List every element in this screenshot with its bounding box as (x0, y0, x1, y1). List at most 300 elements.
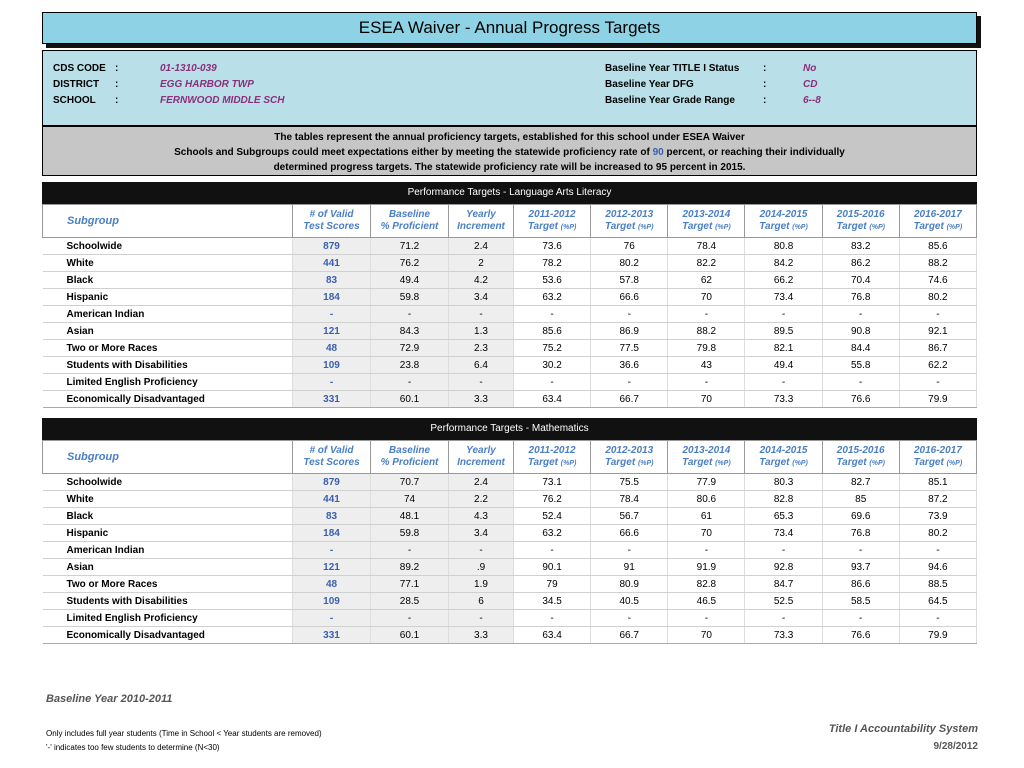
target-cell: - (514, 542, 591, 559)
subgroup-name: Hispanic (43, 525, 293, 542)
table-row (43, 238, 977, 255)
target-year: 2012-2013 (605, 208, 654, 220)
table-row (43, 593, 977, 610)
target-cell: 75.2 (514, 340, 591, 357)
target-cell: 66.6 (591, 525, 668, 542)
notice-line-2 (43, 145, 976, 160)
report-title: ESEA Waiver - Annual Progress Targets (42, 12, 977, 44)
target-cell: 79 (514, 576, 591, 593)
valid-scores-cell: 331 (293, 391, 371, 408)
table-row (43, 340, 977, 357)
subgroup-name: Students with Disabilities (43, 593, 293, 610)
table-row (43, 306, 977, 323)
baseline-cell: 71.2 (371, 238, 449, 255)
baseline-header-line1: Baseline (388, 445, 431, 456)
valid-scores-cell: 121 (293, 559, 371, 576)
table-row (43, 374, 977, 391)
target-cell: - (745, 542, 822, 559)
target-cell: 63.4 (514, 391, 591, 408)
target-cell: 64.5 (899, 593, 976, 610)
subgroup-name: Economically Disadvantaged (43, 391, 293, 408)
target-cell: - (822, 542, 899, 559)
target-cell: - (822, 306, 899, 323)
valid-scores-cell: 879 (293, 474, 371, 491)
target-word: Target (759, 220, 793, 232)
target-cell: 40.5 (591, 593, 668, 610)
increment-cell: - (449, 374, 514, 391)
valid-scores-header-line2: Test Scores (303, 457, 360, 468)
target-cell: 61 (668, 508, 745, 525)
target-cell: 76.2 (514, 491, 591, 508)
baseline-cell: - (371, 542, 449, 559)
target-cell: 76.8 (822, 525, 899, 542)
valid-scores-cell: - (293, 542, 371, 559)
target-year-header (591, 205, 668, 238)
yearly-increment-header-line2: Increment (457, 221, 505, 232)
target-cell: 53.6 (514, 272, 591, 289)
statewide-rate: 90 (652, 147, 664, 158)
colon: : (763, 62, 767, 74)
target-cell: 70 (668, 391, 745, 408)
lal-header (43, 205, 977, 238)
target-cell: - (822, 374, 899, 391)
target-cell: 78.4 (591, 491, 668, 508)
baseline-cell: 23.8 (371, 357, 449, 374)
target-cell: 92.1 (899, 323, 976, 340)
increment-cell: 2.2 (449, 491, 514, 508)
target-cell: - (668, 542, 745, 559)
subgroup-name: Asian (43, 559, 293, 576)
target-word: Target (604, 220, 638, 232)
target-cell: 78.4 (668, 238, 745, 255)
target-cell: 90.1 (514, 559, 591, 576)
baseline-cell: 60.1 (371, 627, 449, 644)
target-year: 2016-2017 (913, 208, 962, 220)
subgroup-header: Subgroup (43, 205, 293, 238)
target-cell: 84.2 (745, 255, 822, 272)
target-year-header (822, 441, 899, 474)
target-year: 2015-2016 (836, 444, 885, 456)
system-name: Title I Accountability System (828, 723, 978, 735)
valid-scores-cell: 184 (293, 289, 371, 306)
target-cell: 80.6 (668, 491, 745, 508)
grade-range-label: Baseline Year Grade Range (605, 94, 735, 106)
target-cell: 80.2 (899, 525, 976, 542)
target-cell: - (822, 610, 899, 627)
baseline-cell: 59.8 (371, 289, 449, 306)
target-cell: 73.6 (514, 238, 591, 255)
increment-cell: - (449, 610, 514, 627)
dfg-row (605, 77, 817, 91)
colon: : (763, 78, 767, 90)
baseline-cell: 60.1 (371, 391, 449, 408)
cds-code-row (53, 61, 217, 75)
target-label (591, 457, 667, 470)
valid-scores-cell: 441 (293, 491, 371, 508)
baseline-cell: 70.7 (371, 474, 449, 491)
valid-scores-header-line1: # of Valid (309, 209, 354, 220)
target-cell: - (514, 610, 591, 627)
table-row (43, 391, 977, 408)
target-year: 2011-2012 (528, 208, 576, 220)
baseline-cell: - (371, 374, 449, 391)
target-cell: 82.1 (745, 340, 822, 357)
subgroup-name: American Indian (43, 306, 293, 323)
target-cell: 77.5 (591, 340, 668, 357)
target-cell: 73.4 (745, 289, 822, 306)
target-word: Target (836, 220, 870, 232)
increment-cell: 3.4 (449, 289, 514, 306)
table-row (43, 255, 977, 272)
pct-unit: (%P) (946, 223, 963, 231)
notice-line-3: determined progress targets. The statewide proficiency rate will be increased to 95 percent in 2015. (273, 162, 746, 173)
target-cell: 34.5 (514, 593, 591, 610)
target-label (745, 221, 821, 234)
target-cell: - (899, 374, 976, 391)
target-cell: 65.3 (745, 508, 822, 525)
target-cell: 66.2 (745, 272, 822, 289)
target-cell: - (899, 542, 976, 559)
target-year-header (668, 441, 745, 474)
target-cell: 56.7 (591, 508, 668, 525)
increment-cell: 3.3 (449, 627, 514, 644)
target-cell: - (591, 542, 668, 559)
yearly-increment-header (449, 441, 514, 474)
valid-scores-cell: - (293, 306, 371, 323)
title1-status-label: Baseline Year TITLE I Status (605, 62, 740, 74)
pct-unit: (%P) (792, 459, 808, 467)
pct-unit: (%P) (715, 223, 731, 231)
valid-scores-cell: 184 (293, 525, 371, 542)
valid-scores-header (293, 205, 371, 238)
target-cell: - (899, 610, 976, 627)
target-label (668, 221, 744, 234)
target-cell: 79.9 (899, 627, 976, 644)
target-cell: 57.8 (591, 272, 668, 289)
math-header (43, 441, 977, 474)
lal-table (42, 204, 977, 408)
target-label (514, 457, 590, 470)
target-cell: 43 (668, 357, 745, 374)
target-cell: 82.2 (668, 255, 745, 272)
pct-unit: (%P) (560, 223, 577, 231)
subgroup-name: Black (43, 272, 293, 289)
baseline-cell: 48.1 (371, 508, 449, 525)
target-cell: 30.2 (514, 357, 591, 374)
yearly-increment-header-line1: Yearly (466, 209, 496, 220)
yearly-increment-header (449, 205, 514, 238)
valid-scores-cell: 109 (293, 593, 371, 610)
subgroup-name: Schoolwide (43, 474, 293, 491)
valid-scores-header-line2: Test Scores (303, 221, 360, 232)
baseline-cell: 77.1 (371, 576, 449, 593)
valid-scores-cell: 83 (293, 272, 371, 289)
title1-status-row (605, 61, 816, 75)
baseline-cell: 76.2 (371, 255, 449, 272)
table-row (43, 627, 977, 644)
baseline-header-line2: % Proficient (380, 221, 439, 232)
grade-range-row (605, 93, 821, 107)
increment-cell: 3.3 (449, 391, 514, 408)
target-cell: 85.1 (899, 474, 976, 491)
target-year-header (899, 441, 976, 474)
notice-line-2-post: percent, or reaching their individually (663, 147, 845, 158)
table-row (43, 559, 977, 576)
target-cell: 73.9 (899, 508, 976, 525)
baseline-cell: 49.4 (371, 272, 449, 289)
subgroup-name: Schoolwide (43, 238, 293, 255)
target-cell: - (745, 374, 822, 391)
target-cell: 76.8 (822, 289, 899, 306)
subgroup-name: Hispanic (43, 289, 293, 306)
baseline-header (371, 205, 449, 238)
target-cell: 63.2 (514, 289, 591, 306)
baseline-cell: 84.3 (371, 323, 449, 340)
target-cell: 63.4 (514, 627, 591, 644)
baseline-year: Baseline Year 2010-2011 (46, 693, 173, 705)
target-cell: 80.2 (899, 289, 976, 306)
valid-scores-cell: - (293, 374, 371, 391)
target-cell: 73.4 (745, 525, 822, 542)
target-cell: 49.4 (745, 357, 822, 374)
target-cell: 83.2 (822, 238, 899, 255)
target-cell: - (591, 306, 668, 323)
district-label: DISTRICT (53, 78, 100, 90)
target-cell: 36.6 (591, 357, 668, 374)
target-year-header (745, 205, 822, 238)
increment-cell: 3.4 (449, 525, 514, 542)
table-row (43, 610, 977, 627)
target-cell: 86.6 (822, 576, 899, 593)
school-label: SCHOOL (53, 94, 96, 106)
waiver-notice (42, 126, 977, 176)
pct-unit: (%P) (715, 459, 731, 467)
notice-line-2-pre: Schools and Subgroups could meet expectations either by meeting the statewide proficiency rate of (174, 147, 653, 158)
target-label (900, 457, 976, 470)
target-cell: 86.9 (591, 323, 668, 340)
target-label (745, 457, 821, 470)
target-cell: 84.4 (822, 340, 899, 357)
pct-unit: (%P) (637, 459, 654, 467)
target-cell: 62 (668, 272, 745, 289)
valid-scores-cell: 109 (293, 357, 371, 374)
dfg-label: Baseline Year DFG (605, 78, 694, 90)
lal-table-title: Performance Targets - Language Arts Literacy (42, 182, 977, 204)
baseline-header-line1: Baseline (388, 209, 431, 220)
target-cell: 84.7 (745, 576, 822, 593)
increment-cell: 6.4 (449, 357, 514, 374)
valid-scores-cell: - (293, 610, 371, 627)
target-cell: - (668, 306, 745, 323)
pct-unit: (%P) (560, 459, 577, 467)
target-cell: 58.5 (822, 593, 899, 610)
target-cell: 75.5 (591, 474, 668, 491)
target-label (823, 457, 899, 470)
increment-cell: 1.9 (449, 576, 514, 593)
target-cell: 66.7 (591, 391, 668, 408)
math-header-row (43, 441, 977, 474)
target-year-header (591, 441, 668, 474)
table-row (43, 542, 977, 559)
target-word: Target (836, 456, 870, 468)
target-cell: 76 (591, 238, 668, 255)
colon: : (115, 62, 119, 74)
school-value: FERNWOOD MIDDLE SCH (160, 94, 285, 106)
target-cell: 85.6 (514, 323, 591, 340)
table-row (43, 508, 977, 525)
target-cell: 66.7 (591, 627, 668, 644)
increment-cell: 4.3 (449, 508, 514, 525)
valid-scores-cell: 48 (293, 576, 371, 593)
target-cell: 88.2 (668, 323, 745, 340)
baseline-cell: 59.8 (371, 525, 449, 542)
target-word: Target (913, 220, 947, 232)
target-word: Target (759, 456, 793, 468)
target-cell: 91 (591, 559, 668, 576)
increment-cell: 4.2 (449, 272, 514, 289)
table-row (43, 323, 977, 340)
target-label (823, 221, 899, 234)
target-year: 2013-2014 (682, 444, 731, 456)
baseline-header (371, 441, 449, 474)
target-cell: 85.6 (899, 238, 976, 255)
district-value: EGG HARBOR TWP (160, 78, 254, 90)
target-cell: 76.6 (822, 627, 899, 644)
target-cell: 46.5 (668, 593, 745, 610)
target-year-header (514, 205, 591, 238)
increment-cell: 1.3 (449, 323, 514, 340)
colon: : (115, 94, 119, 106)
yearly-increment-header-line2: Increment (457, 457, 505, 468)
report-title-bar (42, 12, 977, 44)
target-cell: 55.8 (822, 357, 899, 374)
target-cell: 82.8 (668, 576, 745, 593)
baseline-cell: 72.9 (371, 340, 449, 357)
subgroup-header: Subgroup (43, 441, 293, 474)
table-row (43, 491, 977, 508)
target-cell: 69.6 (822, 508, 899, 525)
target-cell: 90.8 (822, 323, 899, 340)
target-year-header (822, 205, 899, 238)
target-cell: - (591, 374, 668, 391)
baseline-cell: 74 (371, 491, 449, 508)
target-year: 2014-2015 (759, 208, 808, 220)
target-word: Target (527, 220, 561, 232)
valid-scores-cell: 83 (293, 508, 371, 525)
subgroup-name: White (43, 491, 293, 508)
target-label (900, 221, 976, 234)
target-year: 2016-2017 (913, 444, 962, 456)
target-cell: - (514, 374, 591, 391)
target-label (591, 221, 667, 234)
subgroup-name: Black (43, 508, 293, 525)
notice-line-1: The tables represent the annual proficiency targets, established for this school under ESEA Waiver (274, 132, 745, 143)
target-cell: 87.2 (899, 491, 976, 508)
title1-status-value: No (803, 62, 817, 74)
cds-code-value: 01-1310-039 (160, 62, 217, 74)
pct-unit: (%P) (637, 223, 654, 231)
target-cell: 86.2 (822, 255, 899, 272)
target-cell: 79.9 (899, 391, 976, 408)
target-cell: 70 (668, 627, 745, 644)
table-row (43, 474, 977, 491)
target-cell: 70.4 (822, 272, 899, 289)
valid-scores-header (293, 441, 371, 474)
subgroup-name: White (43, 255, 293, 272)
target-cell: - (668, 610, 745, 627)
baseline-cell: - (371, 610, 449, 627)
subgroup-name: Limited English Proficiency (43, 610, 293, 627)
target-cell: 66.6 (591, 289, 668, 306)
colon: : (115, 78, 119, 90)
target-word: Target (527, 456, 561, 468)
baseline-header-line2: % Proficient (380, 457, 439, 468)
target-year-header (899, 205, 976, 238)
increment-cell: 2.4 (449, 474, 514, 491)
target-word: Target (604, 456, 638, 468)
target-label (514, 221, 590, 234)
dfg-value: CD (803, 78, 818, 90)
math-targets-table (42, 418, 977, 644)
target-cell: 88.5 (899, 576, 976, 593)
target-cell: 89.5 (745, 323, 822, 340)
subgroup-name: Students with Disabilities (43, 357, 293, 374)
table-row (43, 289, 977, 306)
math-table-title: Performance Targets - Mathematics (42, 418, 977, 440)
increment-cell: 6 (449, 593, 514, 610)
target-cell: - (745, 610, 822, 627)
increment-cell: 2 (449, 255, 514, 272)
baseline-cell: 89.2 (371, 559, 449, 576)
target-cell: 91.9 (668, 559, 745, 576)
target-cell: 85 (822, 491, 899, 508)
subgroup-name: American Indian (43, 542, 293, 559)
target-year: 2012-2013 (605, 444, 654, 456)
valid-scores-cell: 331 (293, 627, 371, 644)
pct-unit: (%P) (792, 223, 808, 231)
target-year: 2013-2014 (682, 208, 731, 220)
target-cell: - (514, 306, 591, 323)
math-table (42, 440, 977, 644)
target-cell: 80.2 (591, 255, 668, 272)
target-cell: 94.6 (899, 559, 976, 576)
valid-scores-cell: 48 (293, 340, 371, 357)
valid-scores-header-line1: # of Valid (309, 445, 354, 456)
target-cell: 88.2 (899, 255, 976, 272)
yearly-increment-header-line1: Yearly (466, 445, 496, 456)
target-cell: 73.1 (514, 474, 591, 491)
target-cell: 52.4 (514, 508, 591, 525)
target-cell: 73.3 (745, 627, 822, 644)
footnote-too-few: '-' indicates too few students to determine (N<30) (46, 743, 220, 752)
increment-cell: 2.4 (449, 238, 514, 255)
target-cell: 74.6 (899, 272, 976, 289)
target-year: 2015-2016 (836, 208, 885, 220)
grade-range-value: 6--8 (803, 94, 821, 106)
target-cell: 70 (668, 289, 745, 306)
subgroup-name: Two or More Races (43, 576, 293, 593)
target-cell: 92.8 (745, 559, 822, 576)
lal-body (43, 238, 977, 408)
target-cell: 80.8 (745, 238, 822, 255)
report-date: 9/28/2012 (933, 741, 978, 752)
table-row (43, 576, 977, 593)
target-cell: 77.9 (668, 474, 745, 491)
pct-unit: (%P) (869, 223, 885, 231)
colon: : (763, 94, 767, 106)
target-cell: 86.7 (899, 340, 976, 357)
target-cell: 73.3 (745, 391, 822, 408)
